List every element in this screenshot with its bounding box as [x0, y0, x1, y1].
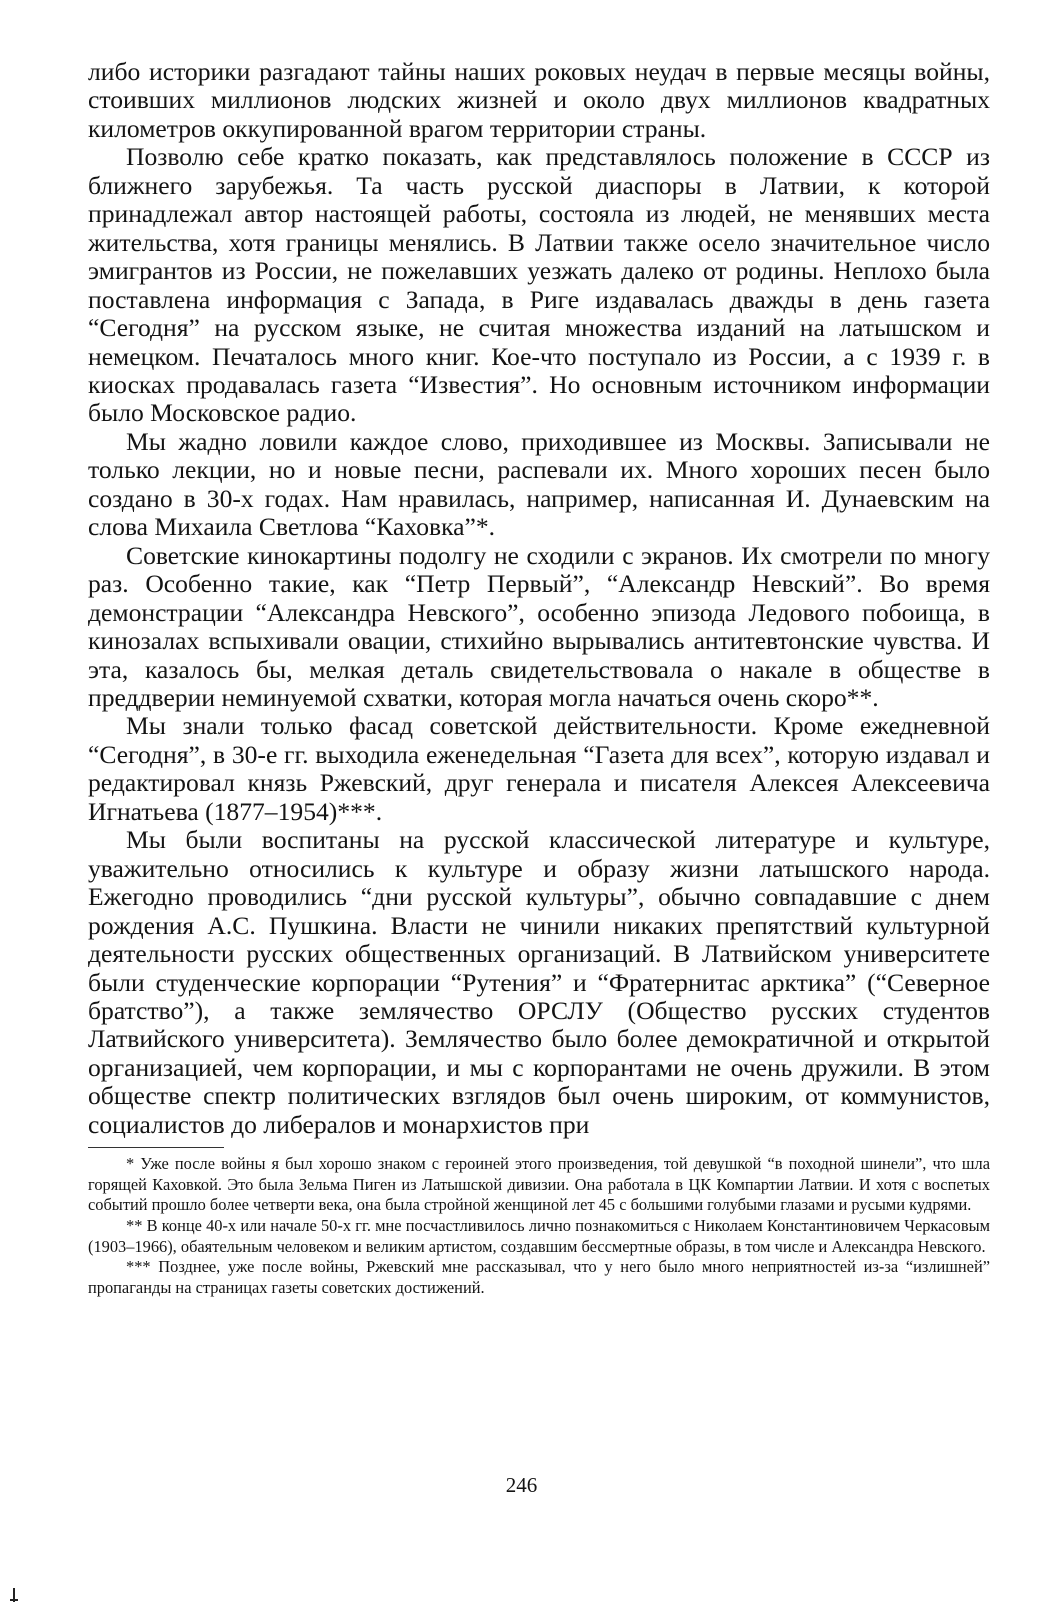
paragraph-4: Советские кинокартины подолгу не сходили с экранов. Их смотрели по многу раз. Особенно такие, как “Петр Первый”, “Александр Невский”. Во время демонстрации “Александра Невского”, особенно эпизода Ледового побоища, в кинозалах вспыхивали овации, стихийно вырывались антитевтонские чувства. И эта, казалось бы, мелкая деталь свидетельствовала о накале в обществе в преддверии неминуемой схватки, которая могла начаться очень скоро**. — [88, 540, 990, 712]
paragraph-3: Мы жадно ловили каждое слово, приходившее из Москвы. Записывали не только лекции, но и новые песни, распевали их. Много хороших песен было создано в 30-х годах. Нам нравилась, например, написанная И. Дунаевским на слова Михаила Светлова “Каховка”*. — [88, 426, 990, 542]
paragraph-1: либо историки разгадают тайны наших роковых неудач в первые месяцы войны, стоивших миллионов людских жизней и около двух миллионов квадратных километров оккупированной врагом территории страны. — [88, 57, 990, 143]
scan-mark — [13, 1588, 15, 1602]
paragraph-2: Позволю себе кратко показать, как представлялось положение в СССР из ближнего зарубежья. Та часть русской диаспоры в Латвии, к которой принадлежал автор настоящей работы, состояла из людей, не менявших места жительства, хотя границы менялись. В Латвии также осело значительное число эмигрантов из России, не пожелавших уезжать далеко от родины. Неплохо была поставлена информация с Запада, в Риге издавалась дважды в день газета “Сегодня” на русском языке, не считая множества изданий на латышском и немецком. Печаталось много книг. Кое-что поступало из России, а с 1939 г. в киосках продавалась газета “Известия”. Но основным источником информации было Московское радио. — [88, 142, 990, 428]
footnote-divider — [88, 1147, 224, 1148]
main-text — [88, 58, 990, 1139]
book-page — [88, 58, 990, 1298]
footnotes — [88, 1154, 990, 1298]
page-number: 246 — [505, 1473, 538, 1497]
footnote-1: * Уже после войны я был хорошо знаком с героиней этого произведения, той девушкой “в походной шинели”, что шла горящей Каховкой. Это была Зельма Пиген из Латышской дивизии. Она работала в ЦК Компартии Латвии. И хотя с воспетых событий прошло более четверти века, она была стройной женщиной лет 45 с большими голубыми глазами и русыми кудрями. — [88, 1154, 990, 1215]
paragraph-6: Мы были воспитаны на русской классической литературе и культуре, уважительно относились к культуре и образу жизни латышского народа. Ежегодно проводились “дни русской культуры”, обычно совпадавшие с днем рождения А.С. Пушкина. Власти не чинили никаких препятствий культурной деятельности русских общественных организаций. В Латвийском университете были студенческие корпорации “Рутения” и “Фратернитас арктика” (“Северное братство”), а также землячество ОРСЛУ (Общество русских студентов Латвийского университета). Землячество было более демократичной и открытой организацией, чем корпорации, и мы с корпорантами не очень дружили. В этом обществе спектр политических взглядов был очень широким, от коммунистов, социалистов до либералов и монархистов при — [88, 825, 990, 1139]
paragraph-5: Мы знали только фасад советской действительности. Кроме ежедневной “Сегодня”, в 30-е гг. выходила еженедельная “Газета для всех”, которую издавал и редактировал князь Ржевский, друг генерала и писателя Алексея Алексеевича Игнатьева (1877–1954)***. — [88, 711, 990, 826]
footnote-2: ** В конце 40-х или начале 50-х гг. мне посчастливилось лично познакомиться с Николаем Константиновичем Черкасовым (1903–1966), обаятельным человеком и великим артистом, создавшим бессмертные образы, в том числе и Александра Невского. — [88, 1216, 990, 1256]
footnote-3: *** Позднее, уже после войны, Ржевский мне рассказывал, что у него было много неприятностей из-за “излишней” пропаганды на страницах газеты советских достижений. — [88, 1257, 990, 1297]
